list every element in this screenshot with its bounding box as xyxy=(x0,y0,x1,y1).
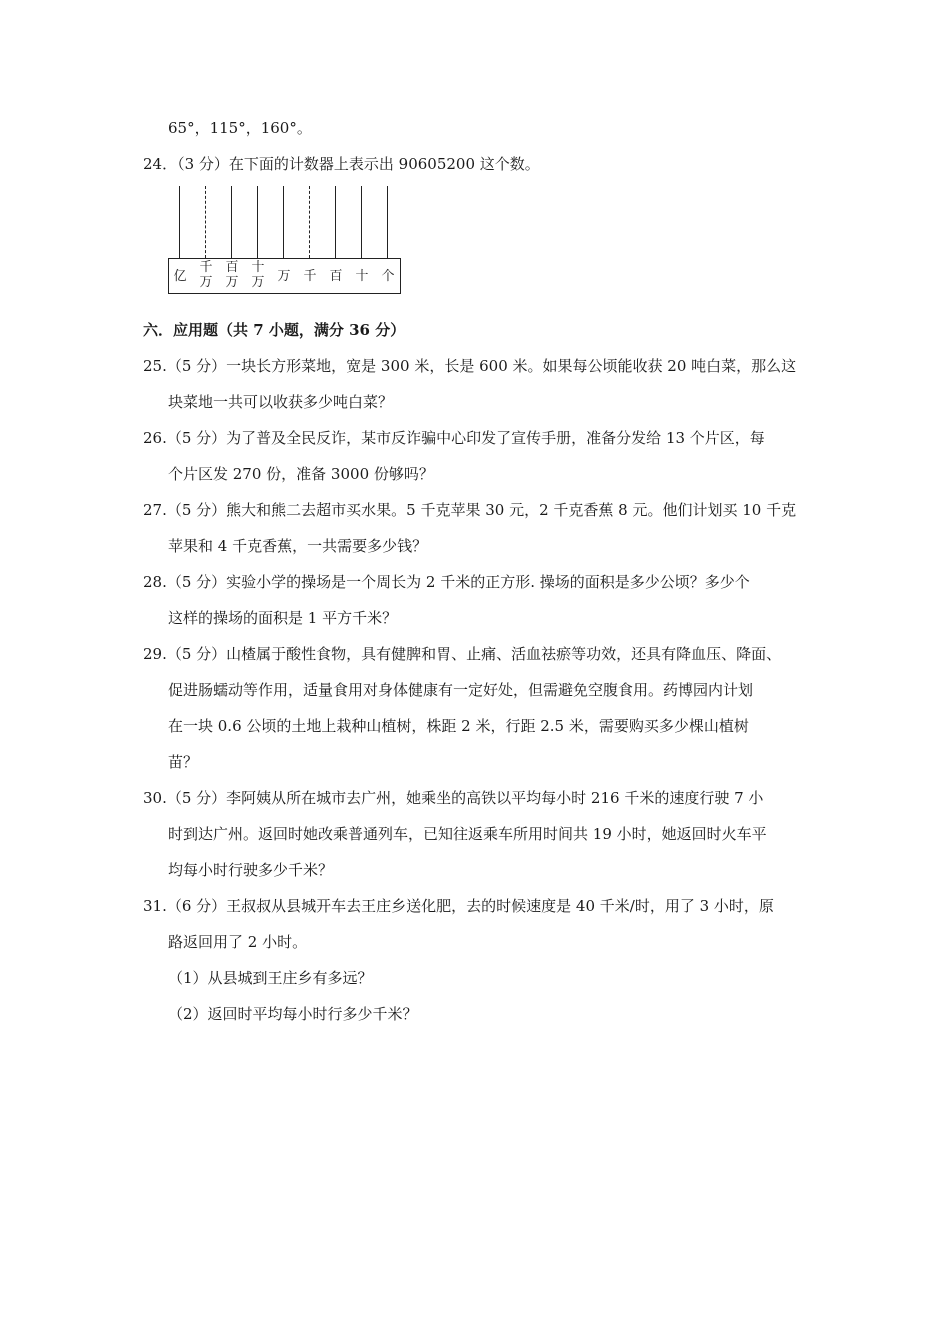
abacus-rod xyxy=(205,186,206,258)
label-bottom: 万 xyxy=(199,275,213,290)
abacus-label-shi: 十 xyxy=(355,269,369,284)
q25-line-1: 25.（5 分）一块长方形菜地，宽是 300 米，长是 600 米。如果每公顷能收获 20 吨白菜，那么这 xyxy=(143,357,797,375)
q23-answer-line: 65°，115°，160°。 xyxy=(168,119,312,137)
q25-line-2: 块菜地一共可以收获多少吨白菜？ xyxy=(168,393,394,411)
q31-sub-1: （1）从县城到王庄乡有多远？ xyxy=(168,969,373,987)
abacus-rod xyxy=(231,186,232,258)
q29-line-4: 苗？ xyxy=(168,753,199,771)
abacus-label-qianwan xyxy=(194,260,218,290)
q26-line-1: 26.（5 分）为了普及全民反诈，某市反诈骗中心印发了宣传手册，准备分发给 13 个片区，每 xyxy=(143,429,765,447)
abacus-label-bai: 百 xyxy=(329,269,343,284)
abacus-label-shiwan xyxy=(246,260,270,290)
abacus-rod xyxy=(387,186,388,258)
abacus-rod xyxy=(309,186,310,258)
abacus-label-baiwan xyxy=(220,260,244,290)
q31-line-1: 31.（6 分）王叔叔从县城开车去王庄乡送化肥，去的时候速度是 40 千米/时，用了 3 小时，原 xyxy=(143,897,774,915)
abacus-rod xyxy=(361,186,362,258)
abacus-label-qian: 千 xyxy=(303,269,317,284)
label-top: 百 xyxy=(225,260,239,275)
abacus-rod xyxy=(257,186,258,258)
q30-line-2: 时到达广州。返回时她改乘普通列车，已知往返乘车所用时间共 19 小时，她返回时火车平 xyxy=(168,825,767,843)
q28-line-1: 28.（5 分）实验小学的操场是一个周长为 2 千米的正方形. 操场的面积是多少公顷？多少个 xyxy=(143,573,750,591)
label-bottom: 万 xyxy=(225,275,239,290)
q29-line-3: 在一块 0.6 公顷的土地上栽种山植树，株距 2 米，行距 2.5 米，需要购买多少棵山植树 xyxy=(168,717,749,735)
q27-line-2: 苹果和 4 千克香蕉，一共需要多少钱？ xyxy=(168,537,428,555)
q24-text: 24．（3 分）在下面的计数器上表示出 90605200 这个数。 xyxy=(143,155,540,173)
q30-line-3: 均每小时行驶多少千米？ xyxy=(168,861,334,879)
section-six-heading: 六．应用题（共 7 小题，满分 36 分） xyxy=(143,321,406,339)
q31-line-2: 路返回用了 2 小时。 xyxy=(168,933,308,951)
abacus-rod xyxy=(179,186,180,258)
q29-line-2: 促进肠蠕动等作用，适量食用对身体健康有一定好处，但需避免空腹食用。药博园内计划 xyxy=(168,681,754,699)
q28-line-2: 这样的操场的面积是 1 平方千米？ xyxy=(168,609,398,627)
abacus-label-wan: 万 xyxy=(277,269,291,284)
q29-line-1: 29.（5 分）山楂属于酸性食物，具有健脾和胃、止痛、活血祛瘀等功效，还具有降血压、降面、 xyxy=(143,645,782,663)
abacus-rod xyxy=(335,186,336,258)
abacus-label-yi: 亿 xyxy=(173,269,187,284)
q31-sub-2: （2）返回时平均每小时行多少千米？ xyxy=(168,1005,418,1023)
abacus-rod xyxy=(283,186,284,258)
q26-line-2: 个片区发 270 份，准备 3000 份够吗？ xyxy=(168,465,434,483)
label-top: 十 xyxy=(251,260,265,275)
label-top: 千 xyxy=(199,260,213,275)
label-bottom: 万 xyxy=(251,275,265,290)
counter-abacus xyxy=(168,186,403,298)
abacus-label-ge: 个 xyxy=(381,269,395,284)
q30-line-1: 30.（5 分）李阿姨从所在城市去广州，她乘坐的高铁以平均每小时 216 千米的速度行驶 7 小 xyxy=(143,789,764,807)
q27-line-1: 27.（5 分）熊大和熊二去超市买水果。5 千克苹果 30 元，2 千克香蕉 8 元。他们计划买 10 千克 xyxy=(143,501,797,519)
